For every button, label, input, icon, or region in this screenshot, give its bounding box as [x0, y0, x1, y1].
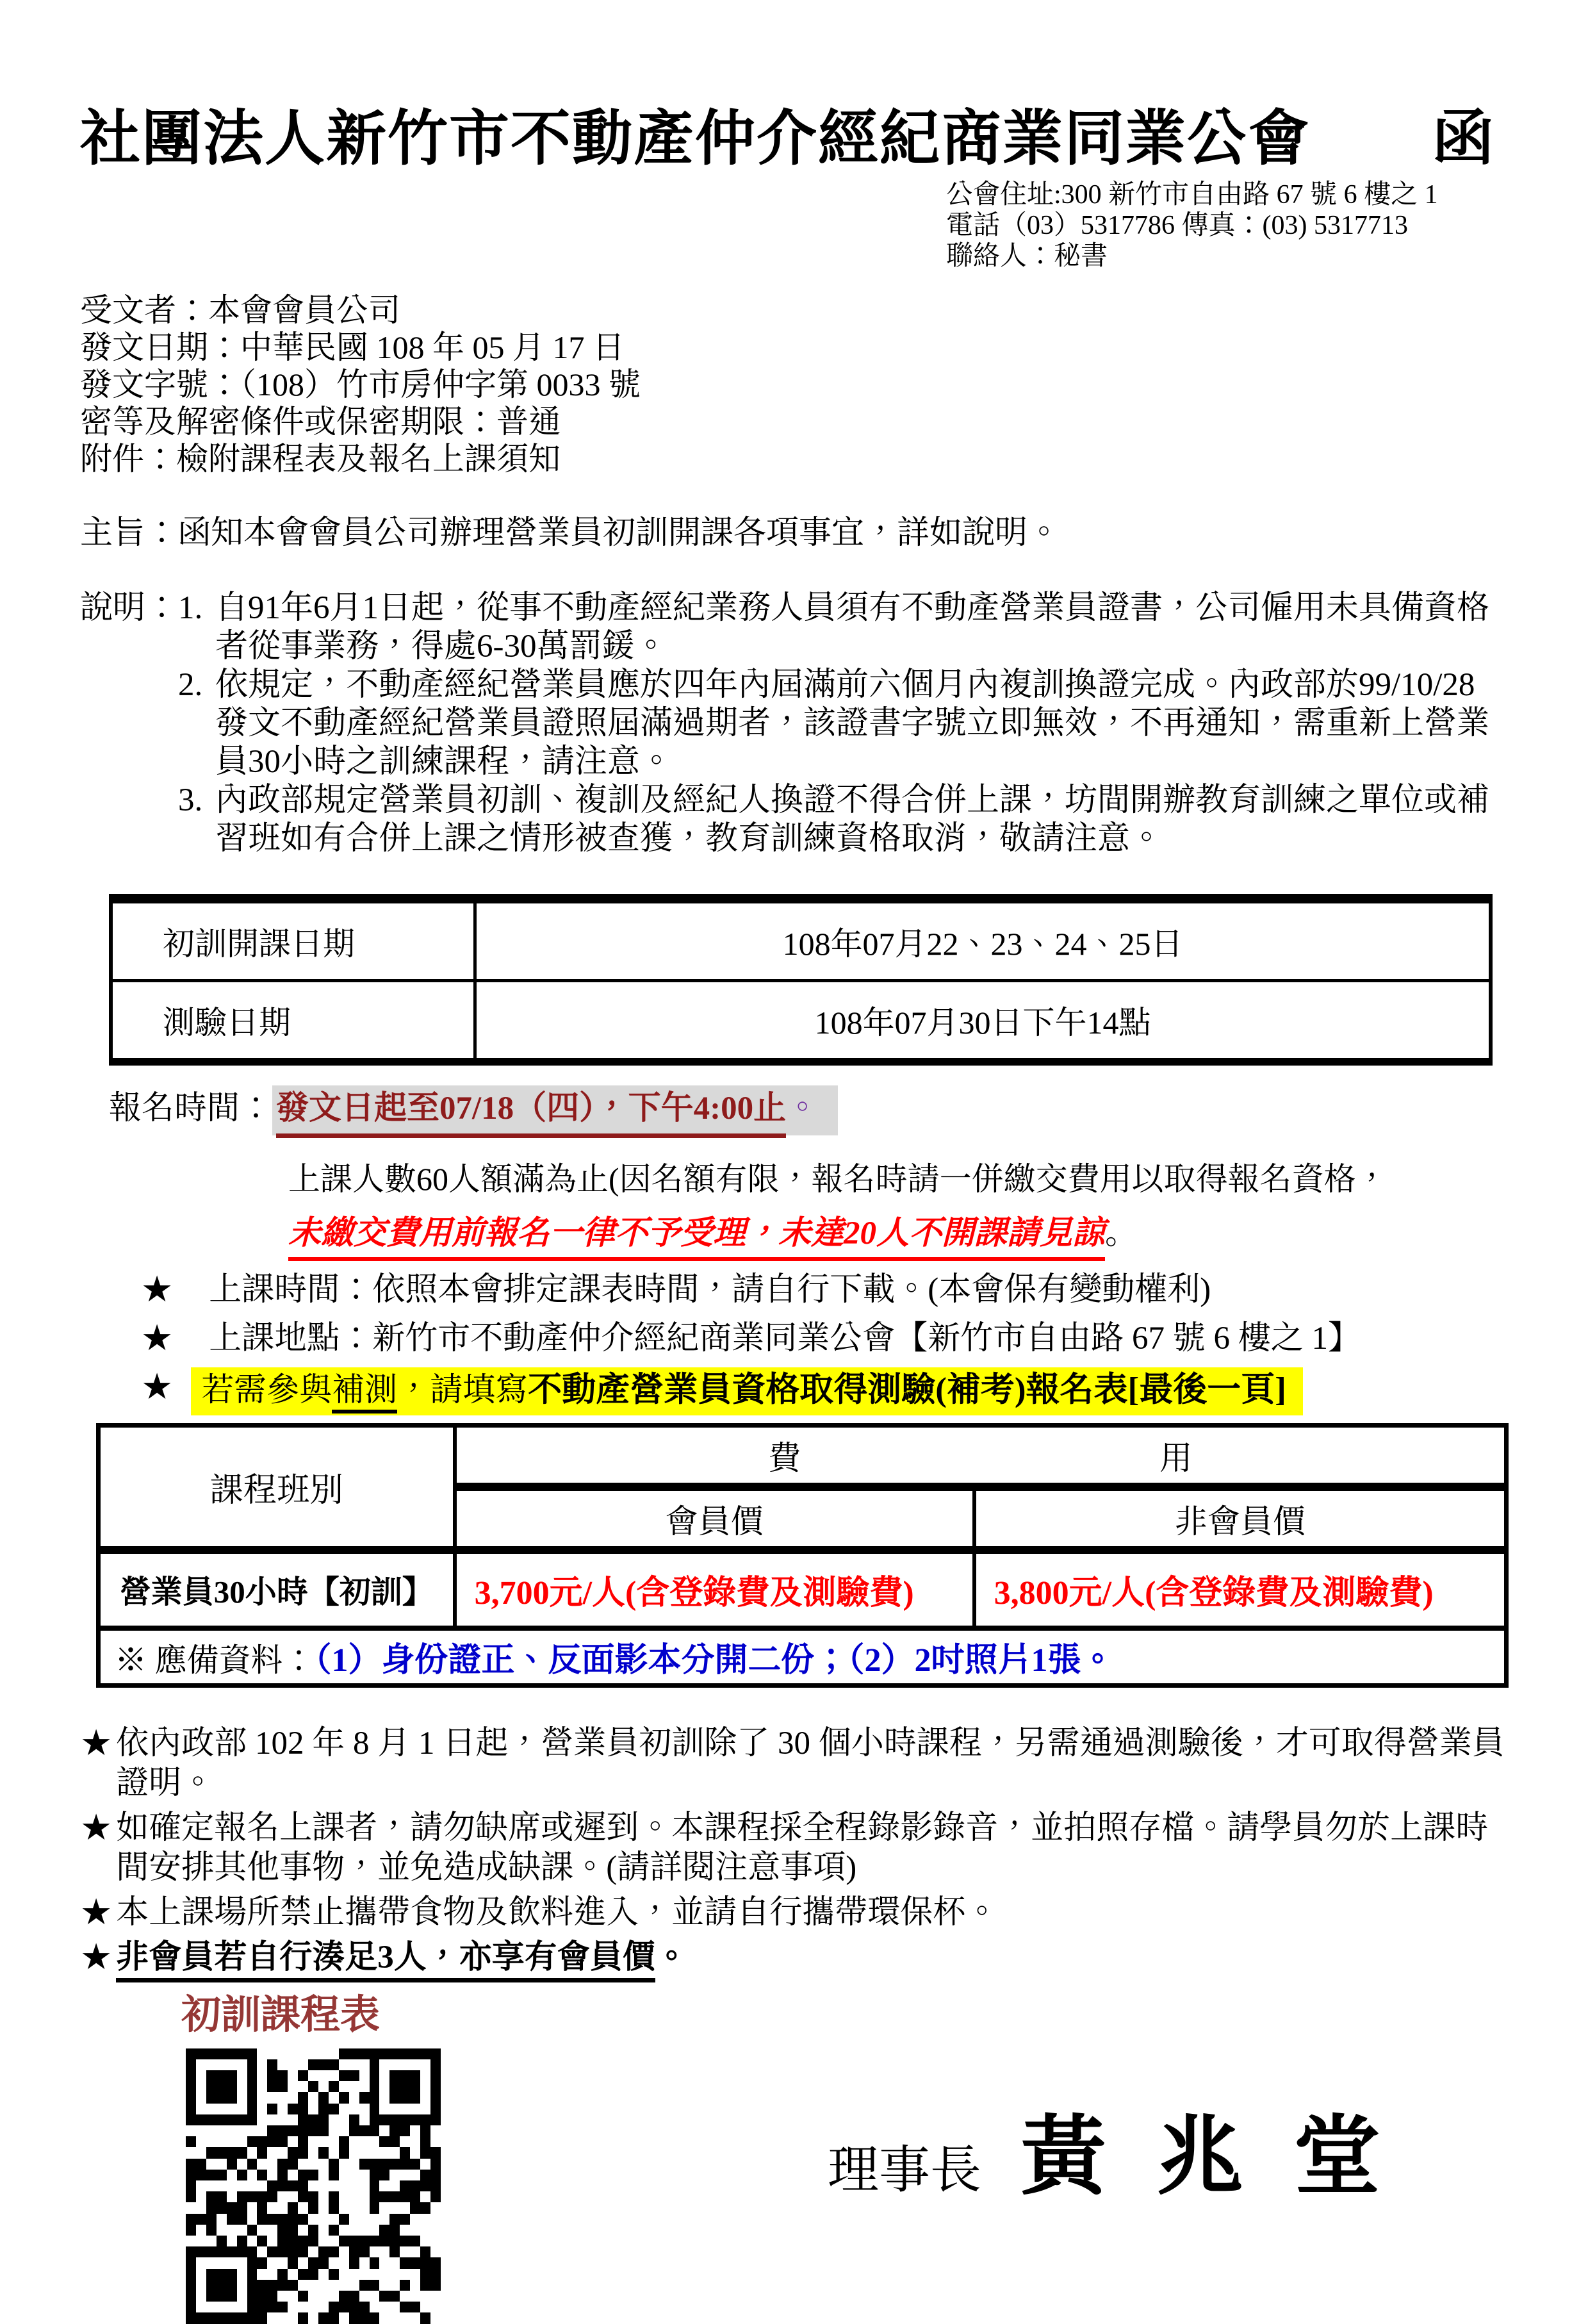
footer-note	[80, 1724, 1506, 1803]
required-documents-cell	[99, 1628, 1507, 1686]
star-icon: ★	[80, 1892, 113, 1933]
chairman-title: 理事長	[828, 2143, 981, 2200]
registration-label: 報名時間：	[109, 1090, 273, 1126]
explanation-section	[80, 589, 1506, 858]
page-title: 社團法人新竹市不動產仲介經紀商業同業公會 函	[80, 106, 1495, 172]
retest-mid: ，請填寫	[397, 1372, 528, 1408]
footer-notes	[80, 1724, 1506, 1977]
retest-form-name: 不動產營業員資格取得測驗(補考)報名表[最後一頁]	[528, 1371, 1286, 1408]
subject-label: 主旨：	[80, 515, 179, 551]
letter-meta-block	[80, 292, 1506, 477]
payment-warning-line	[288, 1206, 1506, 1261]
table-row	[111, 980, 1491, 1062]
table-row	[99, 1425, 1507, 1487]
table-row	[111, 898, 1491, 980]
retest-underlined: 補測	[332, 1372, 397, 1413]
fee-header	[455, 1425, 1507, 1487]
fee-header-char: 費	[768, 1440, 801, 1477]
star-icon: ★	[80, 1937, 113, 1977]
star-icon: ★	[141, 1367, 174, 1407]
bottom-row	[80, 2048, 1506, 2324]
required-documents-label: ※ 應備資料：	[115, 1642, 315, 1679]
association-contact-person: 聯絡人：秘書	[946, 241, 1108, 271]
item-number: 2.	[178, 666, 203, 703]
recipient-line: 受文者：本會會員公司	[80, 292, 400, 328]
qr-code	[186, 2048, 441, 2324]
schedule-label: 初訓開課日期	[111, 898, 475, 980]
member-price-period: 。	[655, 1939, 688, 1975]
member-price-cell: 3,700元/人(含登錄費及測驗費)	[455, 1550, 974, 1628]
classification-line: 密等及解密條件或保密期限：普通	[80, 403, 561, 440]
nonmember-price-cell: 3,800元/人(含登錄費及測驗費)	[974, 1550, 1507, 1628]
retest-highlighted-text	[191, 1367, 1303, 1415]
table-row	[99, 1628, 1507, 1686]
chairman-name: 黃 兆 堂	[1020, 2109, 1380, 2205]
class-location-bullet	[141, 1319, 1506, 1358]
member-price-underlined: 非會員若自行湊足3人，亦享有會員價	[116, 1940, 655, 1982]
star-icon: ★	[141, 1318, 174, 1358]
table-row	[99, 1550, 1507, 1628]
course-name-cell: 營業員30小時【初訓】	[99, 1550, 455, 1628]
association-address: 公會住址:300 新竹市自由路 67 號 6 樓之 1	[946, 180, 1438, 210]
issue-date-line: 發文日期：中華民國 108 年 05 月 17 日	[80, 329, 625, 365]
fee-header-char: 用	[1159, 1440, 1193, 1477]
schedule-table	[109, 894, 1493, 1066]
schedule-value: 108年07月22、23、24、25日	[475, 898, 1491, 980]
schedule-value: 108年07月30日下午14點	[475, 980, 1491, 1062]
required-documents-text: （1）身份證正、反面影本分開二份；（2）2吋照片1張。	[315, 1642, 1115, 1679]
member-price-header: 會員價	[455, 1487, 974, 1550]
footer-note	[80, 1893, 1506, 1933]
item-text: 自91年6月1日起，從事不動產經紀業務人員須有不動產營業員證書，公司僱用未具備資格者從事業務，得處6-30萬罰鍰。	[215, 589, 1490, 664]
payment-warning-text: 未繳交費用前報名一律不予受理，未達20人不開課請見諒	[288, 1206, 1105, 1261]
footer-note-text: 依內政部 102 年 8 月 1 日起，營業員初訓除了 30 個小時課程，另需通過測驗後，才可取得營業員證明。	[116, 1725, 1505, 1801]
item-text: 依規定，不動產經紀營業員應於四年內屆滿前六個月內複訓換證完成。內政部於99/10/28發文不動產經紀營業員證照屆滿過期者，該證書字號立即無效，不再通知，需重新上營業員30小時之訓練課程，請注意。	[215, 666, 1490, 780]
footer-note-text: 如確定報名上課者，請勿缺席或遲到。本課程採全程錄影錄音，並拍照存檔。請學員勿於上課時間安排其他事物，並免造成缺課。(請詳閱注意事項)	[116, 1809, 1489, 1886]
explanation-item	[178, 589, 1506, 666]
warning-period: 。	[1105, 1215, 1138, 1251]
class-type-header: 課程班別	[99, 1425, 455, 1550]
class-location-text: 上課地點：新竹市不動產仲介經紀商業同業公會【新竹市自由路 67 號 6 樓之 1】	[209, 1320, 1361, 1356]
footer-note-text: 本上課場所禁止攜帶食物及飲料進入，並請自行攜帶環保杯。	[116, 1894, 999, 1931]
footer-note	[80, 1808, 1506, 1888]
nonmember-price-header: 非會員價	[974, 1487, 1507, 1550]
explanation-item	[178, 781, 1506, 858]
association-contact-block	[946, 180, 1506, 272]
schedule-label: 測驗日期	[111, 980, 475, 1062]
item-number: 3.	[178, 782, 203, 818]
retest-bullet	[141, 1367, 1506, 1415]
star-icon: ★	[80, 1808, 113, 1848]
registration-period: 。	[786, 1090, 819, 1126]
subject-line	[80, 506, 1506, 553]
capacity-note: 上課人數60人額滿為止(因名額有限，報名時請一併繳交費用以取得報名資格，	[288, 1160, 1388, 1197]
member-price-note	[80, 1938, 1506, 1977]
star-icon: ★	[141, 1269, 174, 1310]
course-schedule-link[interactable]: 初訓課程表	[181, 1993, 381, 2037]
reference-number-line: 發文字號：（108）竹市房仲字第 0033 號	[80, 366, 641, 402]
star-icon: ★	[80, 1723, 113, 1763]
signature-block	[828, 2087, 1380, 2211]
class-time-bullet	[141, 1270, 1506, 1310]
registration-highlight	[272, 1085, 838, 1135]
member-price-note-text	[116, 1938, 688, 1977]
explanation-item	[178, 666, 1506, 781]
registration-time-line	[109, 1081, 1506, 1138]
subject-text: 函知本會會員公司辦理營業員初訓開課各項事宜，詳如說明。	[178, 515, 1061, 551]
fee-table	[96, 1423, 1509, 1688]
registration-deadline: 發文日起至07/18（四），下午4:00止	[276, 1081, 786, 1138]
attachment-line: 附件：檢附課程表及報名上課須知	[80, 440, 561, 477]
item-number: 1.	[178, 589, 203, 626]
class-time-text: 上課時間：依照本會排定課表時間，請自行下載。(本會保有變動權利)	[209, 1271, 1211, 1308]
explanation-label: 說明：	[80, 589, 179, 626]
item-text: 內政部規定營業員初訓、複訓及經紀人換證不得合併上課，坊間開辦教育訓練之單位或補習班如有合併上課之情形被查獲，教育訓練資格取消，敬請注意。	[215, 782, 1490, 857]
retest-pre: 若需參與	[201, 1372, 332, 1408]
association-phone-fax: 電話（03）5317786 傳真：(03) 5317713	[946, 210, 1408, 240]
